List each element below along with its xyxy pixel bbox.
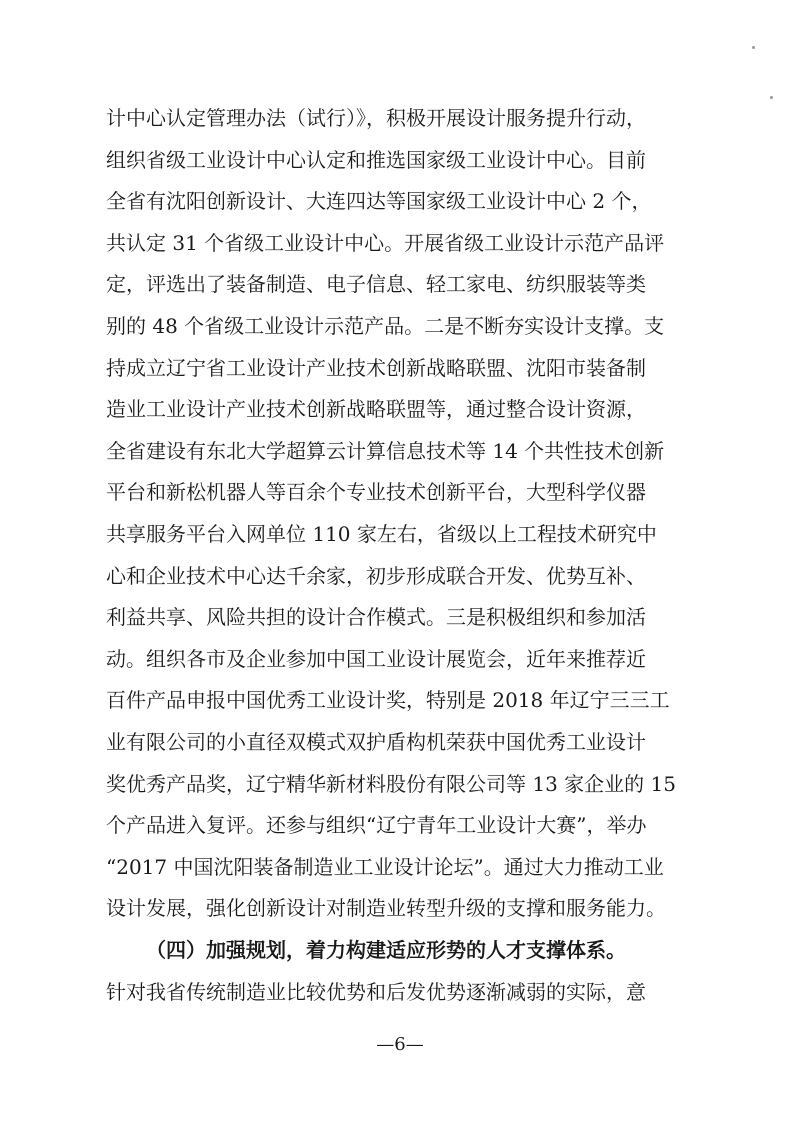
scan-speck-icon xyxy=(770,96,773,99)
text-line-content: 组织省级工业设计中心认定和推选国家级工业设计中心。目前 xyxy=(106,147,646,172)
text-line-content: 持成立辽宁省工业设计产业技术创新战略联盟、沈阳市装备制 xyxy=(106,355,646,380)
text-line-content: 计中心认定管理办法（试行）》，积极开展设计服务提升行动， xyxy=(106,106,646,130)
text-line-content: 百件产品申报中国优秀工业设计奖，特别是 2018 年辽宁三三工 xyxy=(106,688,670,713)
text-line-content: 动。组织各市及企业参加中国工业设计展览会，近年来推荐近 xyxy=(106,646,646,671)
text-line-content: 业有限公司的小直径双模式双护盾构机荣获中国优秀工业设计 xyxy=(106,730,646,754)
scan-speck-icon xyxy=(752,46,755,49)
text-line-content: 设计发展，强化创新设计对制造业转型升级的支撑和服务能力。 xyxy=(106,896,666,921)
text-line-content: 全省建设有东北大学超算云计算信息技术等 14 个共性技术创新 xyxy=(106,438,665,463)
text-line-content: 个产品进入复评。还参与组织“辽宁青年工业设计大赛”，举办 xyxy=(106,813,647,838)
text-line-content: 心和企业技术中心达千余家，初步形成联合开发、优势互补、 xyxy=(106,563,646,588)
text-line-content: “2017 中国沈阳装备制造业工业设计论坛”。通过大力推动工业 xyxy=(106,854,664,879)
page-number: —6— xyxy=(376,1034,424,1056)
text-line-content: 别的 48 个省级工业设计示范产品。二是不断夯实设计支撑。支 xyxy=(106,314,665,338)
text-line-content: 共认定 31 个省级工业设计中心。开展省级工业设计示范产品评 xyxy=(106,230,665,255)
text-line-content: 利益共享、风险共担的设计合作模式。三是积极组织和参加活 xyxy=(106,605,646,630)
text-line-content: 平台和新松机器人等百余个专业技术创新平台，大型科学仪器 xyxy=(106,480,646,505)
text-line-content: 奖优秀产品奖，辽宁精华新材料股份有限公司等 13 家企业的 15 xyxy=(106,771,676,796)
text-line-content: 定，评选出了装备制造、电子信息、轻工家电、纺织服装等类 xyxy=(106,272,646,297)
text-line-content: 全省有沈阳创新设计、大连四达等国家级工业设计中心 2 个， xyxy=(106,189,652,214)
section-heading-text: （四）加强规划，着力构建适应形势的人才支撑体系。 xyxy=(146,938,626,962)
text-line-content: 造业工业设计产业技术创新战略联盟等，通过整合设计资源， xyxy=(106,397,646,422)
text-line-content: 共享服务平台入网单位 110 家左右，省级以上工程技术研究中 xyxy=(106,522,657,546)
text-line-content: 针对我省传统制造业比较优势和后发优势逐渐减弱的实际，意 xyxy=(106,979,646,1004)
